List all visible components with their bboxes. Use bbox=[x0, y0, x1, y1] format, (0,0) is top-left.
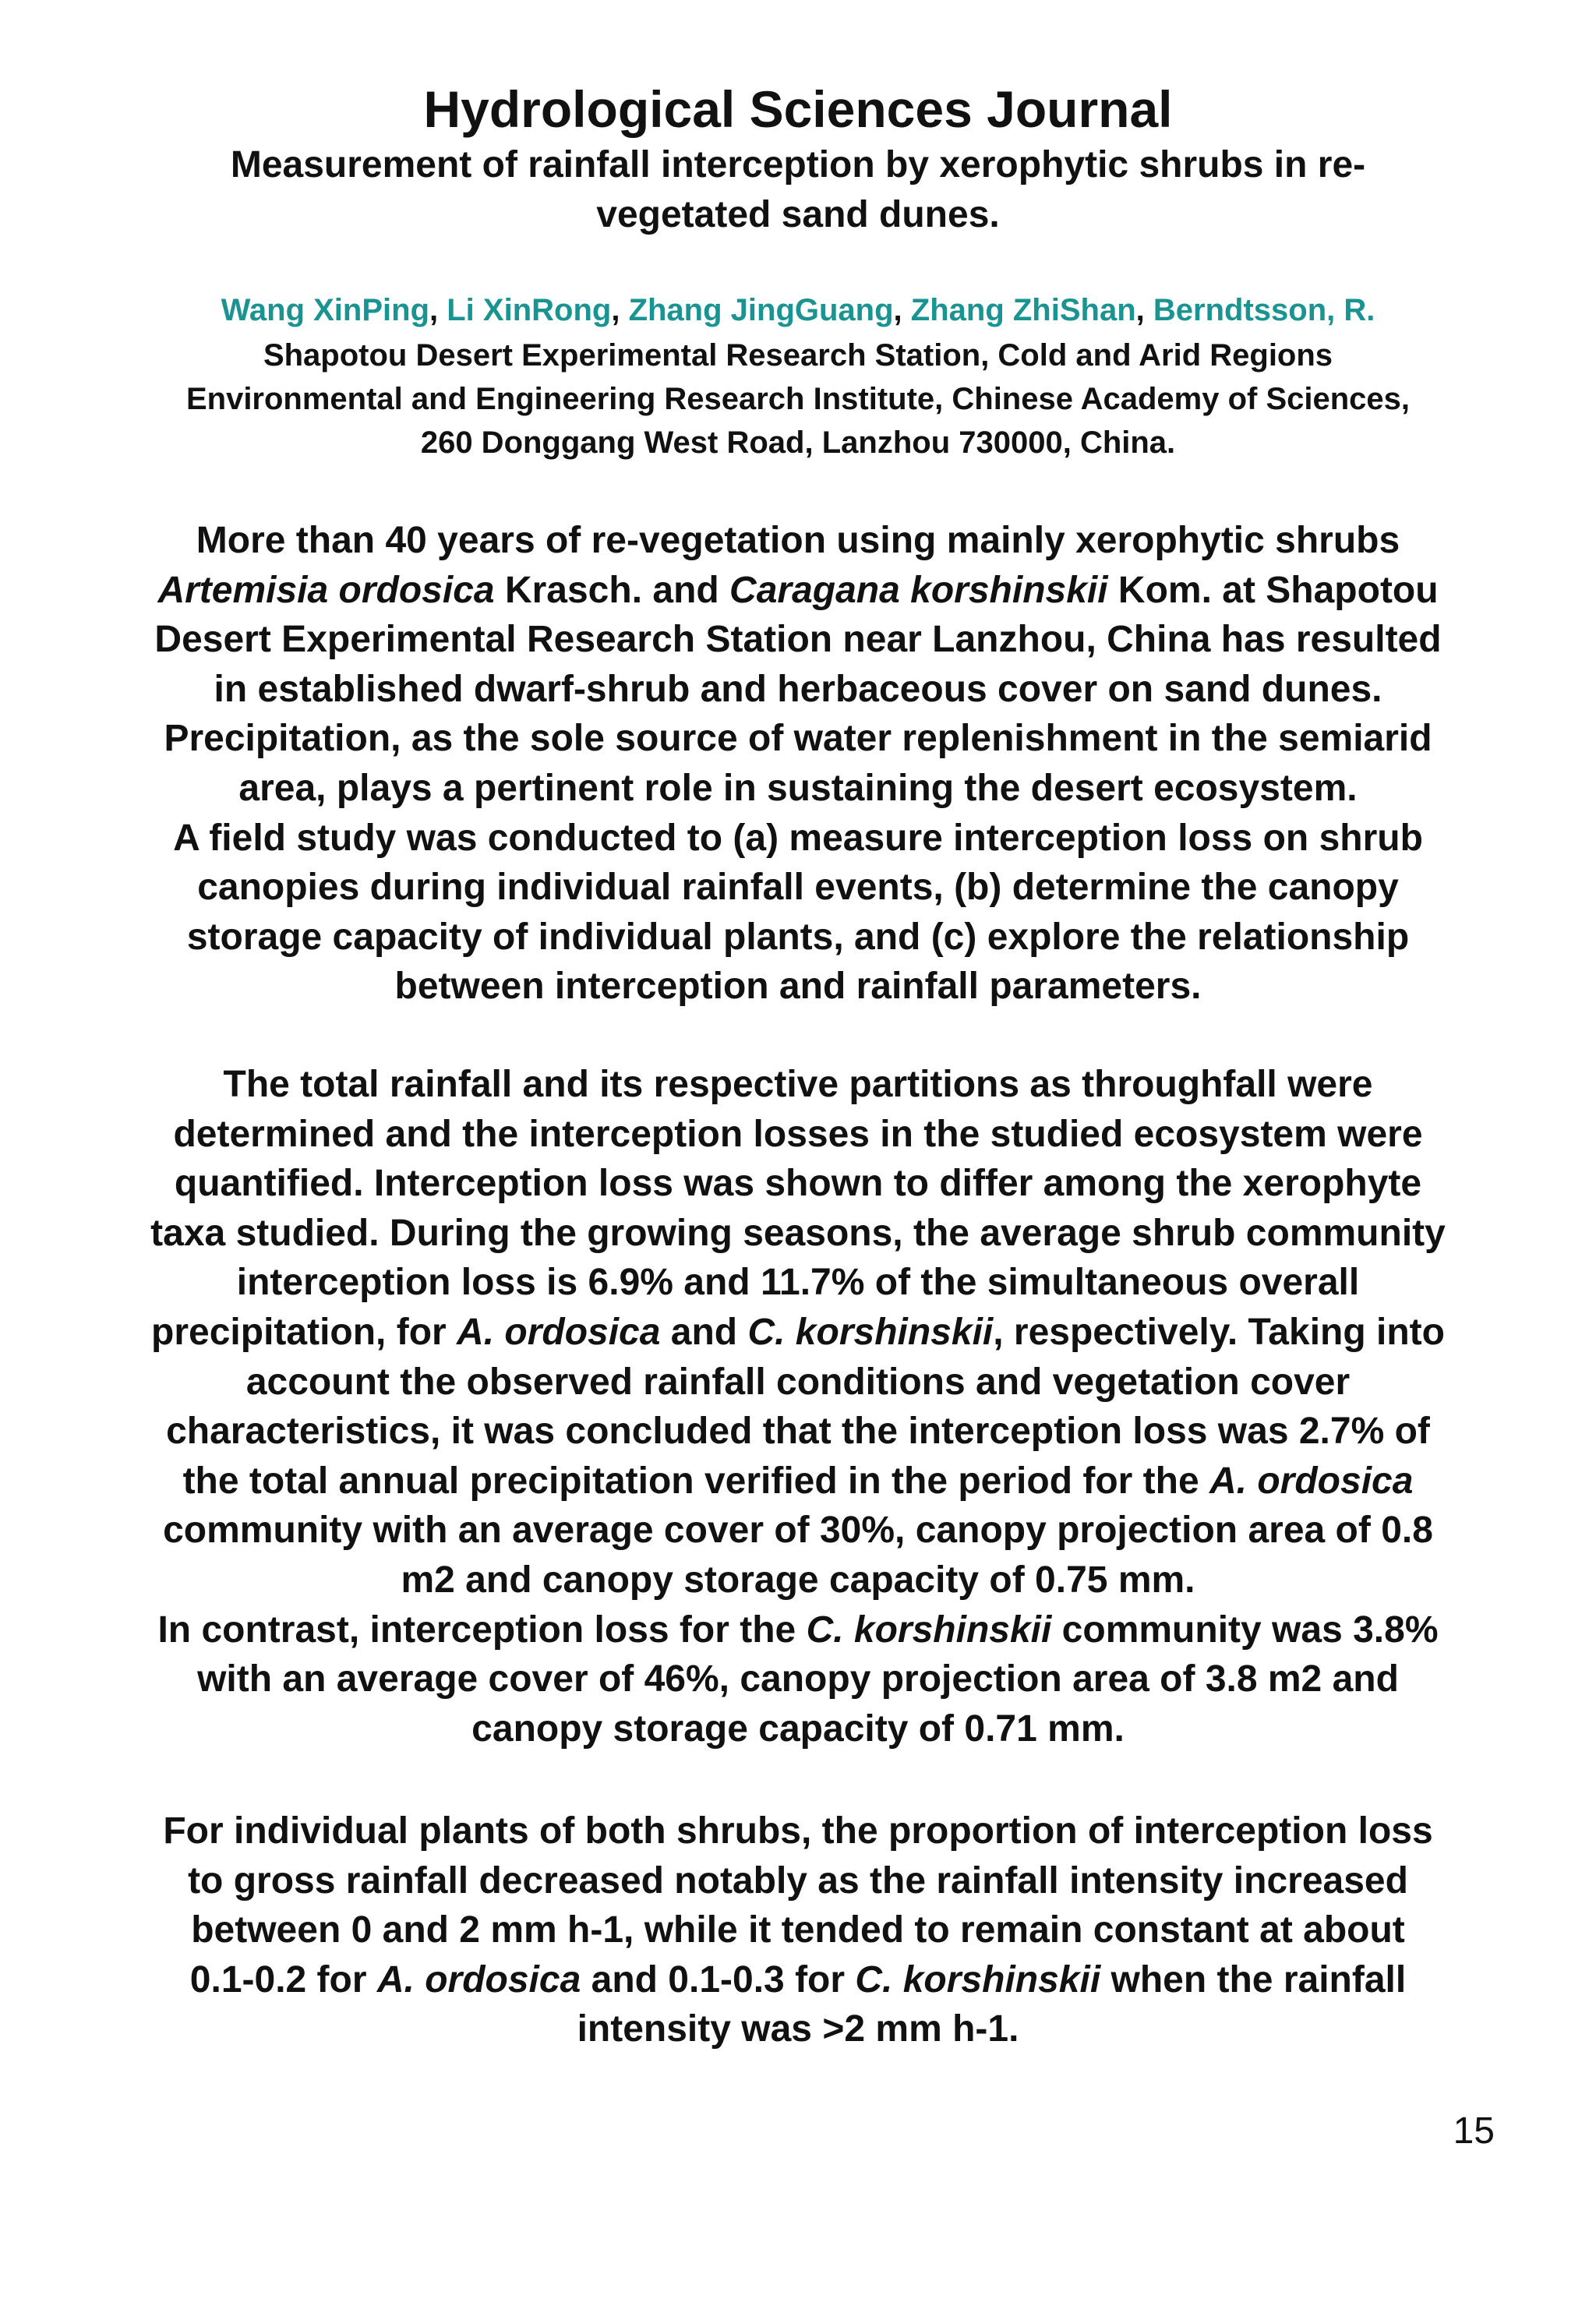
species-name: Caragana korshinskii bbox=[729, 569, 1108, 611]
text-line: For individual plants of both shrubs, the proportion of interception loss bbox=[163, 1810, 1433, 1852]
text-line: m2 and canopy storage capacity of 0.75 mm. bbox=[401, 1559, 1195, 1601]
text-line: intensity was >2 mm h-1. bbox=[577, 2008, 1019, 2050]
text-fragment: and bbox=[660, 1311, 748, 1353]
text-line bbox=[55, 566, 1541, 616]
text-fragment: , respectively. Taking into bbox=[993, 1311, 1445, 1353]
text-line: The total rainfall and its respective partitions as throughfall were bbox=[223, 1064, 1373, 1105]
text-line: More than 40 years of re-vegetation using mainly xerophytic shrubs bbox=[196, 520, 1400, 561]
text-line: area, plays a pertinent role in sustaining the desert ecosystem. bbox=[238, 767, 1358, 809]
text-fragment: In contrast, interception loss for the bbox=[157, 1609, 807, 1651]
text-fragment: and 0.1-0.3 for bbox=[581, 1958, 856, 2001]
text-line: storage capacity of individual plants, and (c) explore the relationship bbox=[186, 916, 1410, 958]
page-number: 15 bbox=[1453, 2110, 1495, 2152]
text-line: determined and the interception losses in the studied ecosystem were bbox=[173, 1113, 1423, 1155]
text-line: between 0 and 2 mm h-1, while it tended to remain constant at about bbox=[191, 1909, 1405, 1951]
author-separator: , bbox=[429, 293, 447, 327]
text-line: Desert Experimental Research Station near Lanzhou, China has resulted bbox=[154, 619, 1442, 661]
text-line: quantified. Interception loss was shown to differ among the xerophyte bbox=[174, 1163, 1422, 1205]
species-name: C. korshinskii bbox=[806, 1609, 1052, 1651]
text-line bbox=[55, 1955, 1541, 2005]
text-fragment: Krasch. and bbox=[494, 569, 730, 611]
author-separator: , bbox=[893, 293, 911, 327]
text-line bbox=[55, 1605, 1541, 1655]
text-line bbox=[55, 1308, 1541, 1358]
text-line bbox=[55, 1457, 1541, 1506]
affiliation-line: 260 Donggang West Road, Lanzhou 730000, China. bbox=[420, 426, 1176, 460]
text-fragment: precipitation, for bbox=[151, 1311, 457, 1353]
abstract-paragraph-3 bbox=[55, 1806, 1541, 2054]
text-line: characteristics, it was concluded that the interception loss was 2.7% of bbox=[166, 1411, 1430, 1453]
author-link[interactable]: Zhang JingGuang bbox=[628, 293, 894, 327]
article-title bbox=[117, 140, 1479, 240]
abstract-paragraph-2 bbox=[55, 1060, 1541, 1753]
text-fragment: the total annual precipitation verified in the period for the bbox=[182, 1460, 1210, 1502]
text-fragment: 0.1-0.2 for bbox=[189, 1958, 377, 2001]
author-link[interactable]: Wang XinPing bbox=[221, 293, 430, 327]
text-line: A field study was conducted to (a) measure interception loss on shrub bbox=[173, 817, 1423, 859]
affiliation-line: Shapotou Desert Experimental Research Station, Cold and Arid Regions bbox=[263, 338, 1333, 373]
species-name: A. ordosica bbox=[457, 1311, 661, 1353]
article-title-line: Measurement of rainfall interception by xerophytic shrubs in re- bbox=[230, 144, 1366, 185]
text-fragment: community was 3.8% bbox=[1051, 1609, 1439, 1651]
journal-title: Hydrological Sciences Journal bbox=[423, 80, 1173, 138]
text-line: canopies during individual rainfall events, (b) determine the canopy bbox=[197, 867, 1399, 909]
text-line: Precipitation, as the sole source of water replenishment in the semiarid bbox=[164, 718, 1432, 760]
species-name: C. korshinskii bbox=[855, 1958, 1101, 2001]
abstract-paragraph-1 bbox=[55, 516, 1541, 1012]
text-line: account the observed rainfall conditions and vegetation cover bbox=[245, 1361, 1351, 1403]
affiliation-line: Environmental and Engineering Research Institute, Chinese Academy of Sciences, bbox=[185, 382, 1411, 416]
author-separator: , bbox=[1135, 293, 1153, 327]
text-line: taxa studied. During the growing seasons, the average shrub community bbox=[150, 1212, 1446, 1254]
author-link[interactable]: Berndtsson, R. bbox=[1153, 293, 1375, 327]
species-name: C. korshinskii bbox=[747, 1311, 994, 1353]
text-line: community with an average cover of 30%, canopy projection area of 0.8 bbox=[163, 1510, 1433, 1552]
author-separator: , bbox=[611, 293, 629, 327]
text-fragment: Kom. at Shapotou bbox=[1107, 569, 1439, 611]
text-line: canopy storage capacity of 0.71 mm. bbox=[471, 1707, 1125, 1750]
species-name: A. ordosica bbox=[376, 1958, 581, 2001]
species-name: A. ordosica bbox=[1209, 1460, 1414, 1502]
affiliation bbox=[70, 334, 1526, 464]
text-line: interception loss is 6.9% and 11.7% of the simultaneous overall bbox=[236, 1262, 1360, 1304]
author-link[interactable]: Li XinRong bbox=[447, 293, 612, 327]
text-line: to gross rainfall decreased notably as the rainfall intensity increased bbox=[188, 1859, 1408, 1902]
text-line: between interception and rainfall parameters. bbox=[394, 966, 1202, 1008]
species-name: Artemisia ordosica bbox=[157, 569, 495, 611]
author-list bbox=[78, 288, 1518, 332]
text-line: with an average cover of 46%, canopy projection area of 3.8 m2 and bbox=[197, 1658, 1399, 1700]
text-line: in established dwarf-shrub and herbaceous cover on sand dunes. bbox=[214, 668, 1382, 710]
text-fragment: when the rainfall bbox=[1100, 1958, 1407, 2001]
article-title-line: vegetated sand dunes. bbox=[596, 194, 1000, 235]
author-link[interactable]: Zhang ZhiShan bbox=[910, 293, 1136, 327]
